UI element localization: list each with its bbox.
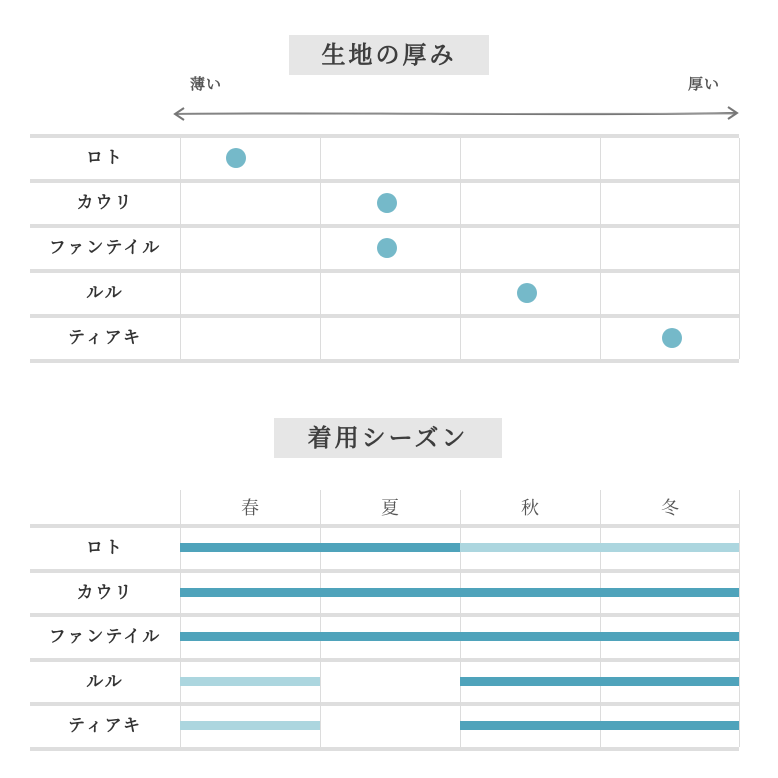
thickness-row-label: ティアキ [68,328,142,348]
season-bar-main [600,721,739,730]
season-header-2: 夏 [381,498,399,519]
season-bar-sub [460,543,600,552]
table-divider [30,269,739,273]
thickness-dot [517,283,537,303]
column-divider [600,490,601,747]
season-bar-main [600,632,739,641]
season-bar-main [600,588,739,597]
thickness-row-label: ロト [86,148,124,168]
thickness-scale-arrow-icon [170,104,742,124]
thickness-row-label: ファンテイル [48,238,162,258]
season-bar-sub [180,721,320,730]
season-title: 着用シーズン [274,418,502,458]
thickness-row-label: ルル [86,283,124,303]
table-divider [30,314,739,318]
table-divider [30,613,739,617]
thick-label: 厚い [688,75,721,93]
season-bar-sub [180,677,320,686]
season-bar-main [460,588,600,597]
table-divider [30,569,739,573]
column-divider [739,490,740,747]
season-bar-main [460,632,600,641]
table-divider [30,359,739,363]
thickness-dot [377,193,397,213]
season-bar-main [460,677,600,686]
table-divider [30,747,739,751]
table-divider [30,179,739,183]
column-divider [460,490,461,747]
column-divider [180,490,181,747]
table-divider [30,524,739,528]
table-divider [30,134,739,138]
season-bar-sub [600,543,739,552]
season-row-label: ロト [86,538,124,558]
thickness-dot [377,238,397,258]
season-bar-main [320,632,460,641]
season-bar-main [320,588,460,597]
column-divider [460,138,461,359]
season-row-label: ルル [86,671,124,692]
season-header-4: 冬 [661,498,679,519]
season-bar-main [320,543,460,552]
column-divider [180,138,181,359]
season-row-label: ティアキ [68,716,142,736]
season-bar-main [460,721,600,730]
column-divider [739,138,740,359]
thickness-dot [662,328,682,348]
column-divider [600,138,601,359]
table-divider [30,224,739,228]
season-bar-main [180,632,320,641]
thin-label: 薄い [190,75,223,93]
season-row-label: ファンテイル [48,627,162,647]
season-bar-main [180,543,320,552]
season-header-3: 秋 [521,498,539,519]
column-divider [320,490,321,747]
season-header-1: 春 [241,498,259,519]
column-divider [320,138,321,359]
season-row-label: カウリ [76,582,134,603]
season-bar-main [180,588,320,597]
table-divider [30,658,739,662]
thickness-dot [226,148,246,168]
thickness-title: 生地の厚み [289,35,489,75]
table-divider [30,702,739,706]
thickness-row-label: カウリ [76,193,134,213]
season-bar-main [600,677,739,686]
